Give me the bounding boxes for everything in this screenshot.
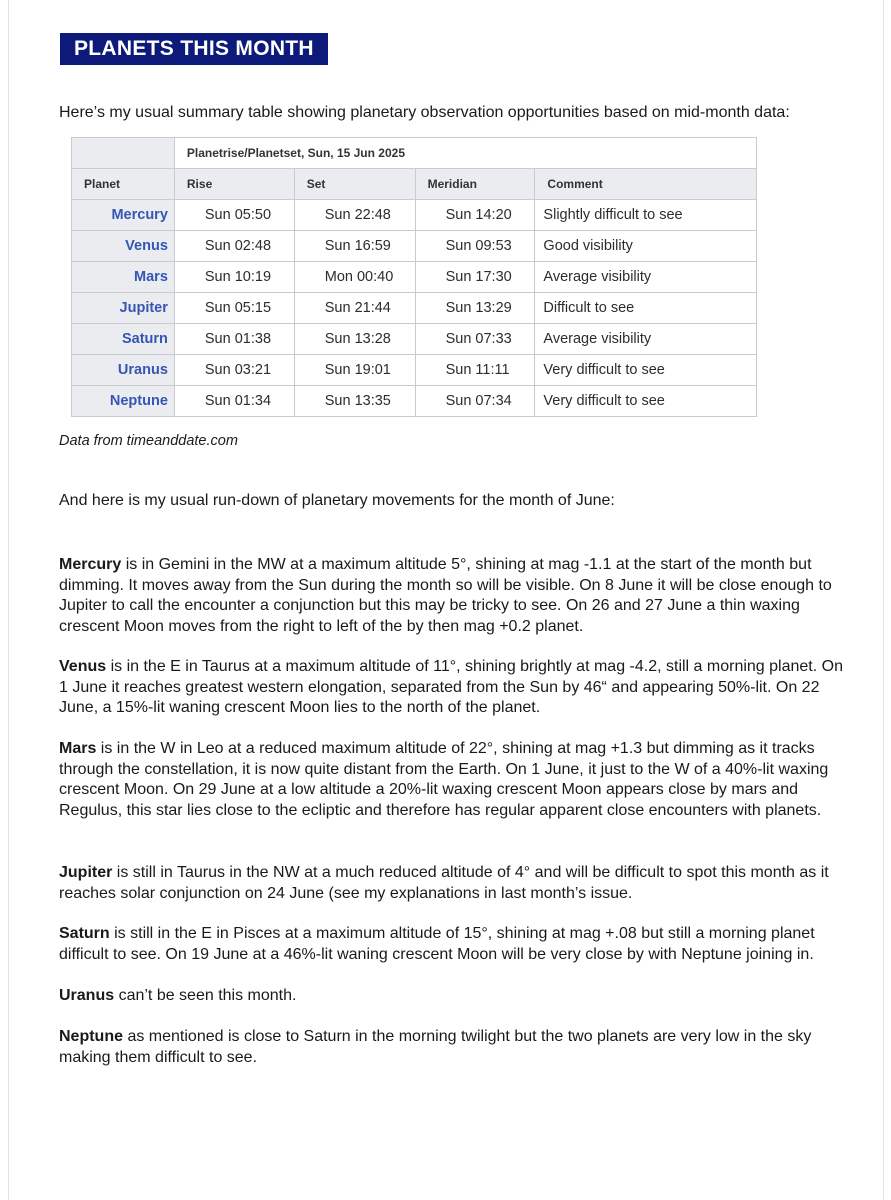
paragraph-text: is still in Taurus in the NW at a much reduced altitude of 4° and will be difficult to spot this month as it reaches solar conjunction on 24 June (see my explanations in last month’s issue. bbox=[59, 864, 829, 902]
set-time: Sun 19:01 bbox=[294, 355, 415, 386]
paragraph-saturn bbox=[59, 924, 849, 965]
paragraph-text: is in the W in Leo at a reduced maximum altitude of 22°, shining at mag +1.3 but dimming as it tracks through the constellation, it is now quite distant from the Earth. On 1 June, it just to the W of a 40%-lit waxing crescent Moon. On 29 June at a low altitude a 20%-lit waxing crescent Moon appears close by mars and Regulus, this star lies close to the ecliptic and therefore has regular apparent close encounters with planets. bbox=[59, 740, 829, 819]
visibility-comment: Average visibility bbox=[535, 262, 757, 293]
planet-link[interactable]: Uranus bbox=[72, 355, 175, 386]
meridian-time: Sun 07:33 bbox=[415, 324, 535, 355]
header-meridian: Meridian bbox=[415, 169, 535, 200]
data-source-note: Data from timeanddate.com bbox=[59, 433, 238, 449]
rise-time: Sun 01:34 bbox=[174, 386, 294, 417]
planet-link[interactable]: Neptune bbox=[72, 386, 175, 417]
table-row bbox=[72, 231, 757, 262]
rise-time: Sun 01:38 bbox=[174, 324, 294, 355]
header-comment: Comment bbox=[535, 169, 757, 200]
header-set: Set bbox=[294, 169, 415, 200]
table-row bbox=[72, 262, 757, 293]
table-row bbox=[72, 386, 757, 417]
header-rise: Rise bbox=[174, 169, 294, 200]
paragraph-venus bbox=[59, 657, 849, 719]
planet-name: Saturn bbox=[59, 925, 110, 942]
rise-time: Sun 02:48 bbox=[174, 231, 294, 262]
set-time: Mon 00:40 bbox=[294, 262, 415, 293]
meridian-time: Sun 07:34 bbox=[415, 386, 535, 417]
paragraph-uranus bbox=[59, 986, 849, 1007]
planet-link[interactable]: Venus bbox=[72, 231, 175, 262]
visibility-comment: Average visibility bbox=[535, 324, 757, 355]
planet-link[interactable]: Saturn bbox=[72, 324, 175, 355]
rise-time: Sun 05:15 bbox=[174, 293, 294, 324]
paragraph-mercury bbox=[59, 555, 849, 637]
planet-name: Mercury bbox=[59, 556, 122, 573]
rise-time: Sun 03:21 bbox=[174, 355, 294, 386]
header-planet: Planet bbox=[72, 169, 175, 200]
meridian-time: Sun 17:30 bbox=[415, 262, 535, 293]
planet-name: Venus bbox=[59, 658, 107, 675]
rundown-intro: And here is my usual run-down of planetary movements for the month of June: bbox=[59, 492, 615, 509]
caption-spacer bbox=[72, 138, 175, 169]
planet-name: Jupiter bbox=[59, 864, 113, 881]
paragraph-text: as mentioned is close to Saturn in the morning twilight but the two planets are very low in the sky making them difficult to see. bbox=[59, 1028, 812, 1066]
visibility-comment: Very difficult to see bbox=[535, 386, 757, 417]
table-row bbox=[72, 324, 757, 355]
planet-table bbox=[71, 137, 757, 417]
rise-time: Sun 10:19 bbox=[174, 262, 294, 293]
visibility-comment: Slightly difficult to see bbox=[535, 200, 757, 231]
set-time: Sun 21:44 bbox=[294, 293, 415, 324]
planet-link[interactable]: Jupiter bbox=[72, 293, 175, 324]
intro-text: Here’s my usual summary table showing planetary observation opportunities based on mid-month data: bbox=[59, 104, 790, 121]
planet-link[interactable]: Mercury bbox=[72, 200, 175, 231]
set-time: Sun 16:59 bbox=[294, 231, 415, 262]
planet-name: Mars bbox=[59, 740, 97, 757]
table-row bbox=[72, 355, 757, 386]
paragraph-text: is still in the E in Pisces at a maximum altitude of 15°, shining at mag +.08 but still a morning planet difficult to see. On 19 June at a 46%-lit waning crescent Moon will be very close by with Neptune joining in. bbox=[59, 925, 815, 963]
table-caption-row bbox=[72, 138, 757, 169]
paragraph-text: is in Gemini in the MW at a maximum altitude 5°, shining at mag -1.1 at the start of the month but dimming. It moves away from the Sun during the month so will be visible. On 8 June it will be close enough to Jupiter to call the encounter a conjunction but this may be tricky to see. On 26 and 27 June a thin waxing crescent Moon moves from the right to left of the by then mag +0.2 planet. bbox=[59, 556, 832, 635]
meridian-time: Sun 13:29 bbox=[415, 293, 535, 324]
set-time: Sun 22:48 bbox=[294, 200, 415, 231]
paragraph-jupiter bbox=[59, 863, 849, 904]
page-title: PLANETS THIS MONTH bbox=[60, 33, 328, 65]
visibility-comment: Good visibility bbox=[535, 231, 757, 262]
meridian-time: Sun 09:53 bbox=[415, 231, 535, 262]
paragraph-text: is in the E in Taurus at a maximum altitude of 11°, shining brightly at mag -4.2, still a morning planet. On 1 June it reaches greatest western elongation, separated from the Sun by 46“ and appearing 50%-lit. On 22 June, a 15%-lit waning crescent Moon lies to the north of the planet. bbox=[59, 658, 843, 716]
planet-link[interactable]: Mars bbox=[72, 262, 175, 293]
table-caption: Planetrise/Planetset, Sun, 15 Jun 2025 bbox=[174, 138, 756, 169]
visibility-comment: Difficult to see bbox=[535, 293, 757, 324]
table-header-row bbox=[72, 169, 757, 200]
visibility-comment: Very difficult to see bbox=[535, 355, 757, 386]
rise-time: Sun 05:50 bbox=[174, 200, 294, 231]
paragraph-mars bbox=[59, 739, 849, 821]
set-time: Sun 13:35 bbox=[294, 386, 415, 417]
paragraph-neptune bbox=[59, 1027, 849, 1068]
meridian-time: Sun 14:20 bbox=[415, 200, 535, 231]
table-row bbox=[72, 200, 757, 231]
set-time: Sun 13:28 bbox=[294, 324, 415, 355]
planet-name: Neptune bbox=[59, 1028, 123, 1045]
table-row bbox=[72, 293, 757, 324]
meridian-time: Sun 11:11 bbox=[415, 355, 535, 386]
paragraph-text: can’t be seen this month. bbox=[114, 987, 297, 1004]
planet-name: Uranus bbox=[59, 987, 115, 1004]
